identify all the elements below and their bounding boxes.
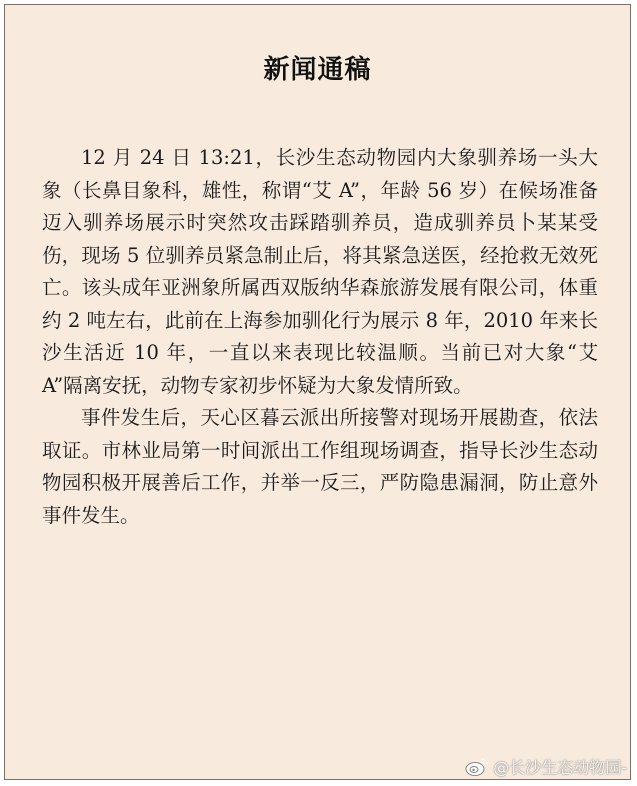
- paragraph-2: 事件发生后，天心区暮云派出所接警对现场开展勘查，依法取证。市林业局第一时间派出工作组现场调查，指导长沙生态动物园积极开展善后工作，并举一反三，严防隐患漏洞，防止意外事件发生。: [42, 406, 598, 527]
- weibo-watermark: [465, 755, 627, 778]
- document-title: 新闻通稿: [263, 55, 372, 85]
- watermark-text[interactable]: @长沙生态动物园-: [493, 758, 627, 777]
- document-body: [42, 142, 598, 532]
- press-release-page: [4, 4, 631, 780]
- paragraph-1: 12 月 24 日 13:21，长沙生态动物园内大象驯养场一头大象（长鼻目象科，雄性，称谓“艾 A”，年龄 56 岁）在候场准备迈入驯养场展示时突然攻击踩踏驯养员，造成驯养员卜某某受伤，现场 5 位驯养员紧急制止后，将其紧急送医，经抢救无效死亡。该头成年亚洲象所属西双版纳华森旅游发展有限公司，体重约 2 吨左右，此前在上海参加驯化行为展示 8 年，2010 年来长沙生活近 10 年，一直以来表现比较温顺。当前已对大象“艾 A”隔离安抚，动物专家初步怀疑为大象发情所致。: [42, 146, 598, 397]
- weibo-logo-icon: [465, 757, 489, 777]
